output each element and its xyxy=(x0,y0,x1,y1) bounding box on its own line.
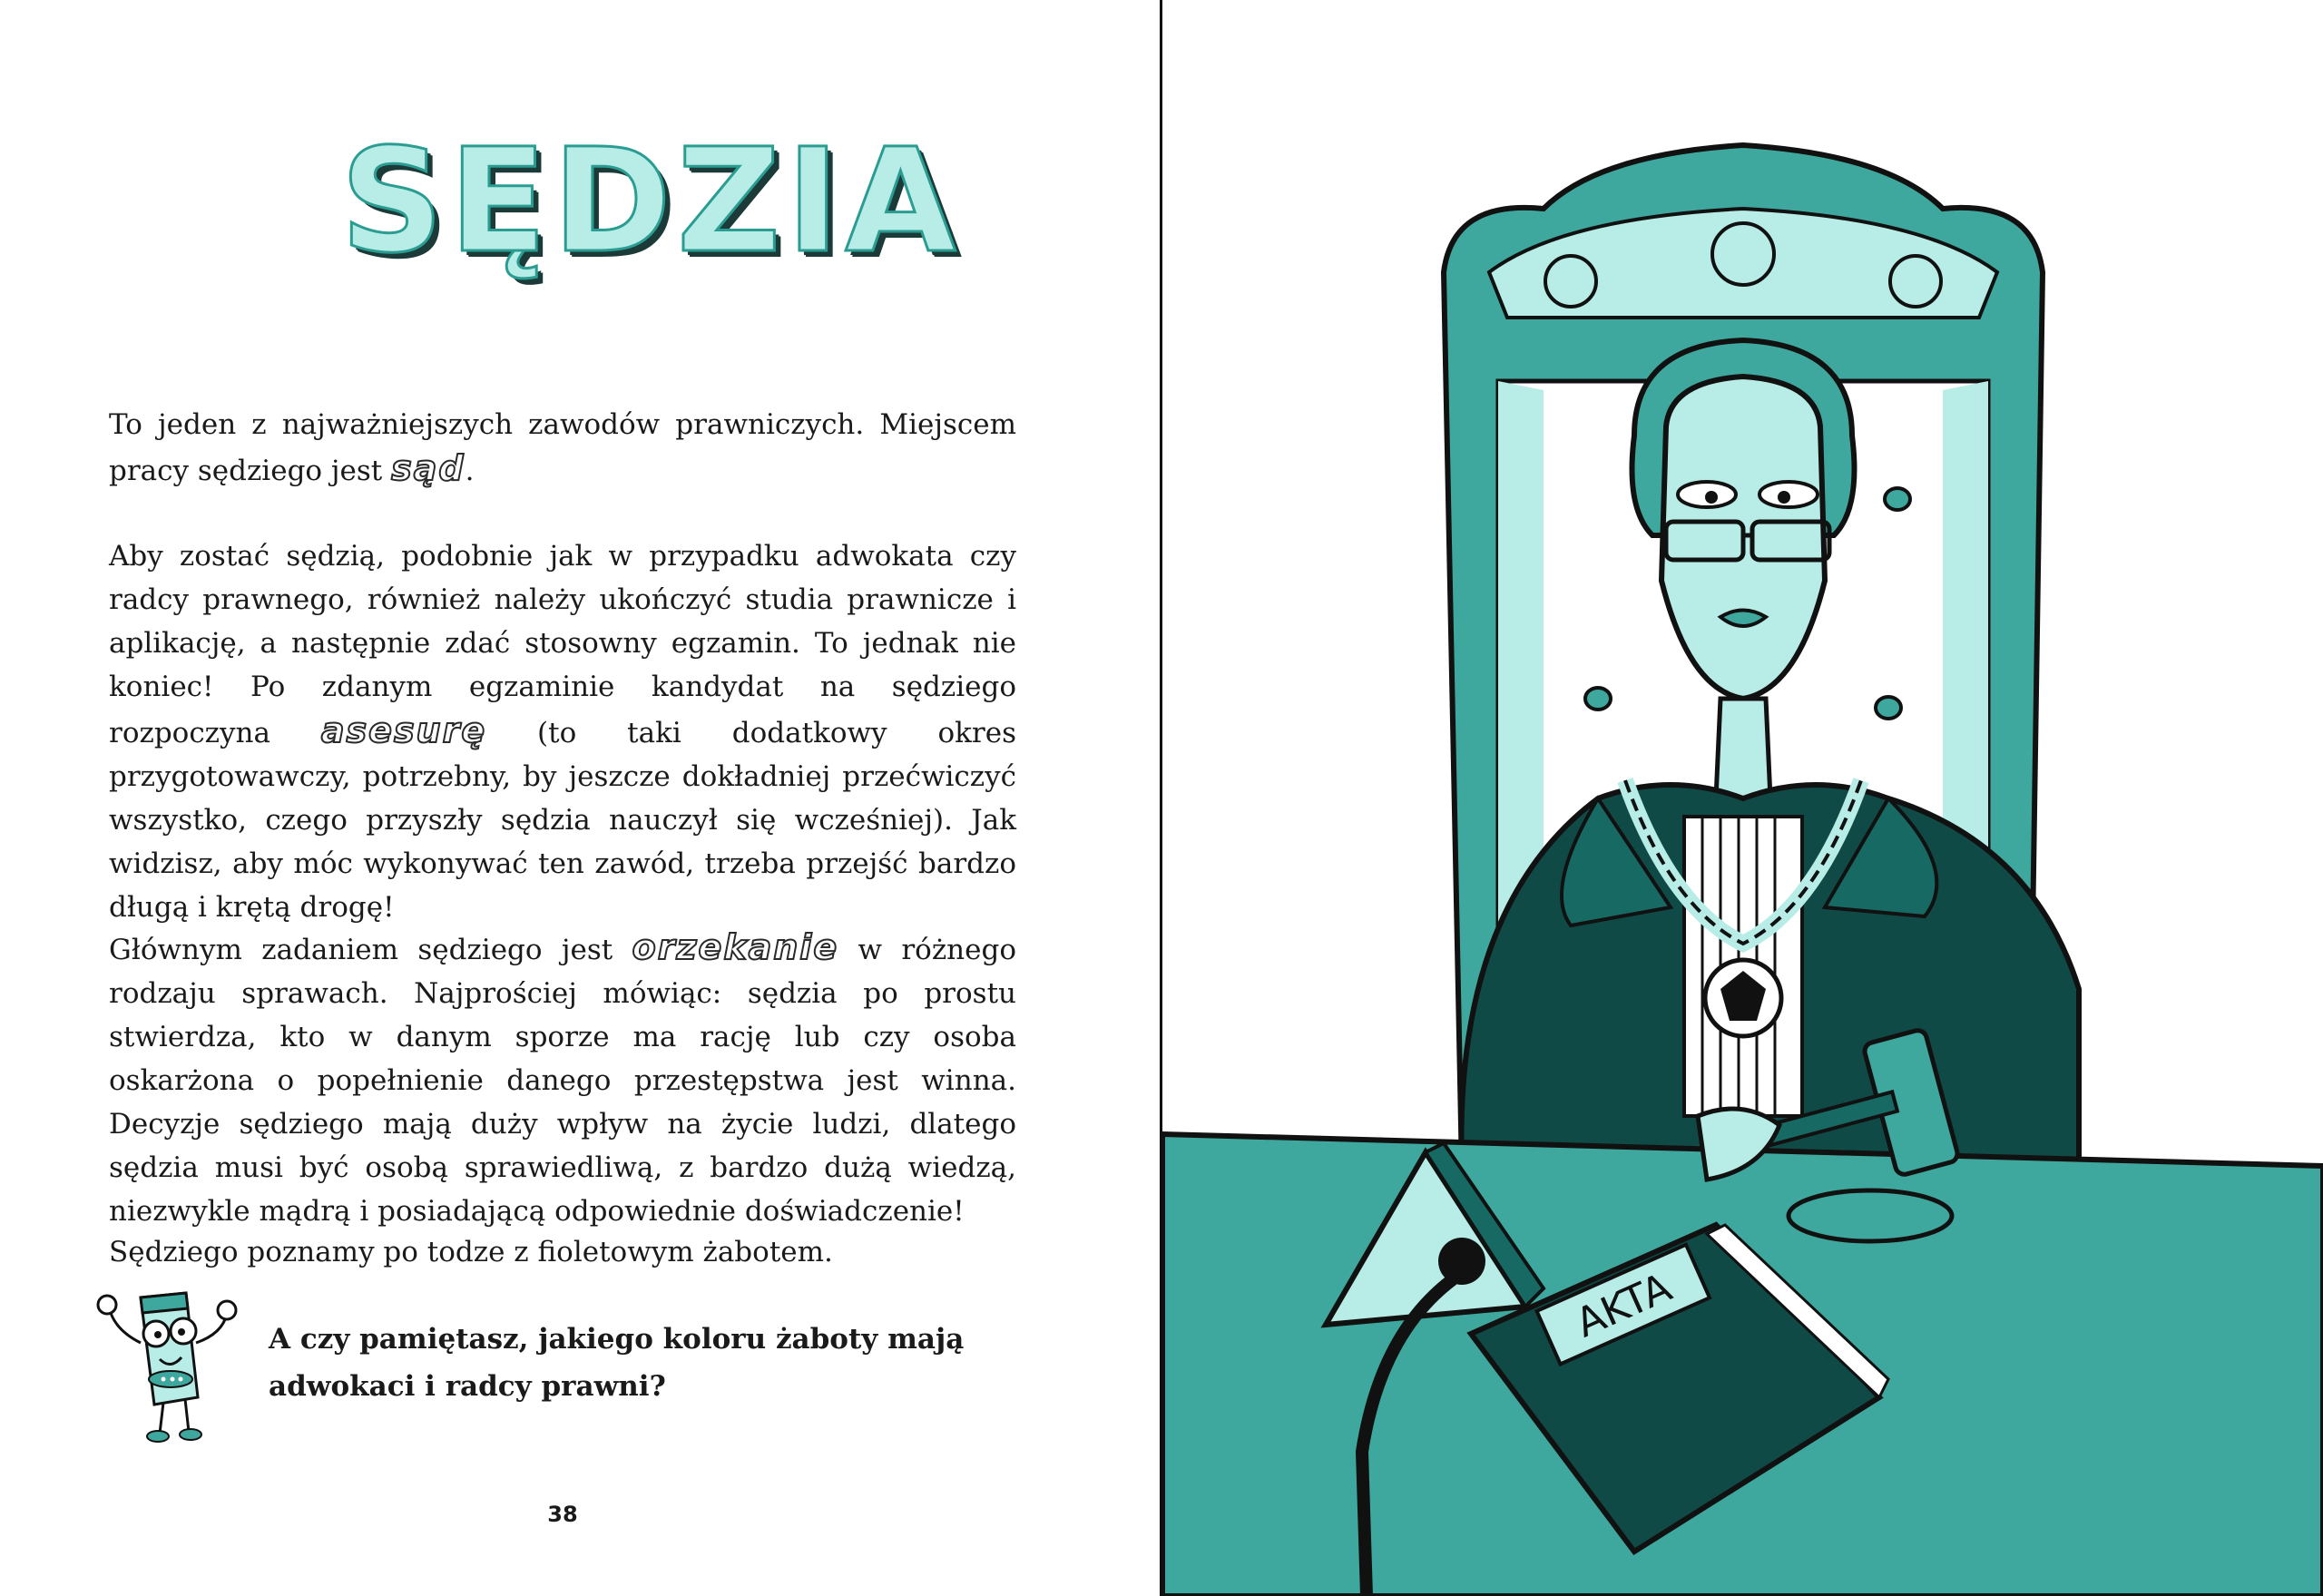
mascot-icon xyxy=(91,1288,245,1452)
paragraph-text: . xyxy=(465,455,475,487)
judge-illustration xyxy=(1162,0,2323,1596)
paragraph-workplace xyxy=(109,403,1016,493)
page-number: 38 xyxy=(547,1502,578,1527)
paragraph-main-task xyxy=(109,925,1016,1233)
paragraph-text: (to taki dodatkowy okres przygotowawczy, potrzebny, by jeszcze dokładniej przećwiczyć wszystko, czego przyszły sędzia nauczył się wcześniej). Jak widzisz, aby móc wykonywać ten zawód, trzeba przejść bardzo długą i krętą drogę! xyxy=(109,717,1016,924)
paragraph-text: Aby zostać sędzią, podobnie jak w przypadku adwokata czy radcy prawnego, również należy ukończyć studia prawnicze i aplikację, a następnie zdać stosowny egzamin. To jednak nie koniec! Po zdanym egzaminie kandydat na sędziego rozpoczyna xyxy=(109,540,1016,749)
paragraph-text: w różnego rodzaju sprawach. Najprościej mówiąc: sędzia po prostu stwierdza, kto w danym sporze ma rację lub czy osoba oskarżona o popełnienie danego przestępstwa jest winna. Decyzje sędziego mają duży wpływ na życie ludzi, dlatego sędzia musi być osobą sprawiedliwą, z bardzo dużą wiedzą, niezwykle mądrą i posiadającą odpowiednie doświadczenie! xyxy=(109,934,1016,1228)
question-prompt: A czy pamiętasz, jakiego koloru żaboty mają adwokaci i radcy prawni? xyxy=(269,1323,965,1403)
folder-label: AKTA xyxy=(1569,1264,1679,1347)
paragraph-career-path xyxy=(109,534,1016,929)
term-sad: sąd xyxy=(391,448,466,488)
term-asesura: asesurę xyxy=(320,710,487,750)
term-orzekanie: orzekanie xyxy=(632,927,839,967)
left-page xyxy=(0,0,1160,1596)
page-title: SĘDZIA xyxy=(340,118,962,285)
paragraph-robe: Sędziego poznamy po todze z fioletowym żabotem. xyxy=(109,1236,833,1268)
paragraph-text: Głównym zadaniem sędziego jest xyxy=(109,934,632,966)
right-page xyxy=(1162,0,2323,1596)
paragraph-text: To jeden z najważniejszych zawodów prawniczych. Miejscem pracy sędziego jest xyxy=(109,408,1016,487)
